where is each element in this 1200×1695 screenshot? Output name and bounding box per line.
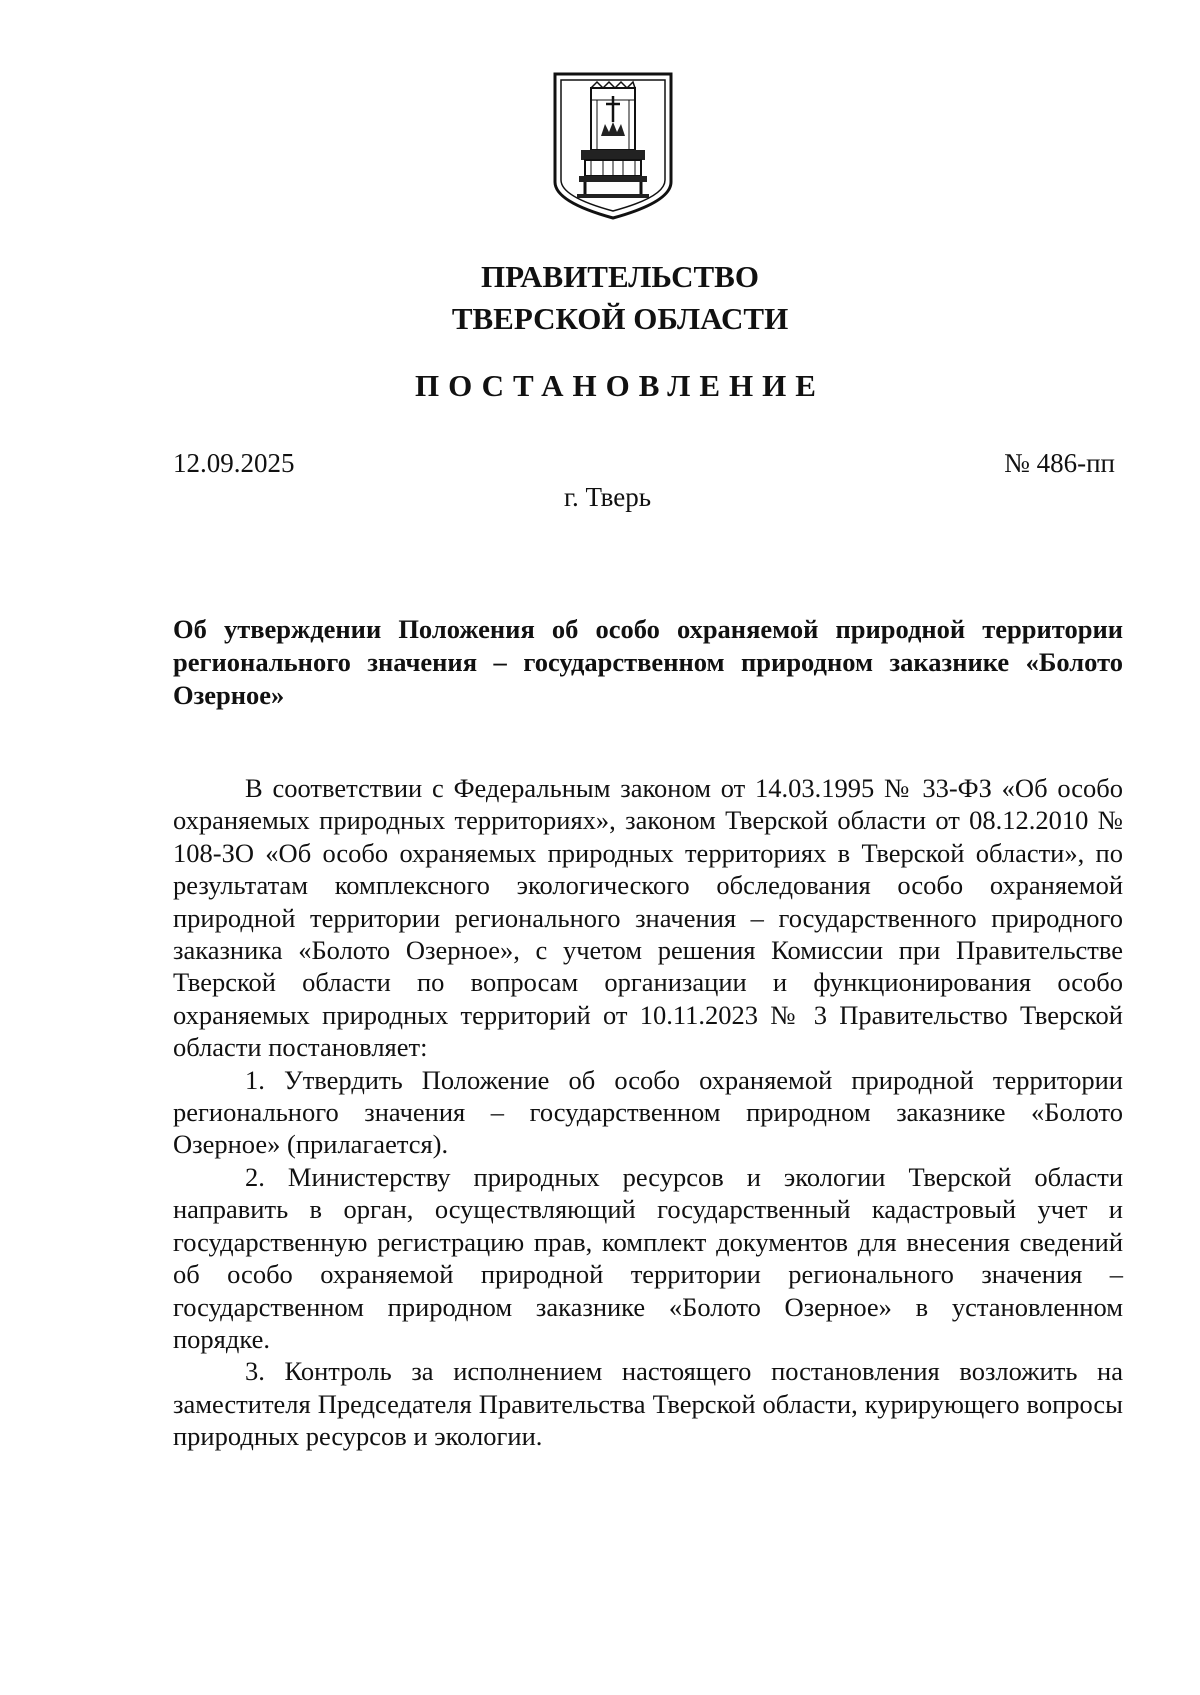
document-type: ПОСТАНОВЛЕНИЕ bbox=[415, 368, 825, 403]
item-2-paragraph: 2. Министерству природных ресурсов и экологии Тверской области направить в орган, осуществляющий государственный кадастровый учет и государственную регистрацию прав, комплект документов для внесения сведений об особо охраняемой природной территории регионального значения – государственном природном заказнике «Болото Озерное» в установленном порядке. bbox=[173, 1161, 1123, 1354]
document-date: 12.09.2025 bbox=[173, 448, 295, 478]
issuing-authority bbox=[0, 256, 1200, 340]
authority-line-1: ПРАВИТЕЛЬСТВО bbox=[481, 259, 759, 294]
document-number: № 486-пп bbox=[1004, 448, 1115, 478]
preamble-paragraph: В соответствии с Федеральным законом от 14.03.1995 № 33-ФЗ «Об особо охраняемых природных территориях», законом Тверской области от 08.12.2010 № 108-ЗО «Об особо охраняемых природных территориях в Тверской области», по результатам комплексного экологического обследования особо охраняемой природной территории регионального значения – государственного природного заказника «Болото Озерное», с учетом решения Комиссии при Правительстве Тверской области по вопросам организации и функционирования особо охраняемых природных территорий от 10.11.2023 № 3 Правительство Тверской области постановляет: bbox=[173, 773, 1123, 1063]
authority-line-2: ТВЕРСКОЙ ОБЛАСТИ bbox=[451, 301, 789, 336]
item-3-paragraph: 3. Контроль за исполнением настоящего постановления возложить на заместителя Председателя Правительства Тверской области, курирующего вопросы природных ресурсов и экологии. bbox=[173, 1356, 1123, 1452]
document-title: Об утверждении Положения об особо охраняемой природной территории регионального значения – государственном природном заказнике «Болото Озерное» bbox=[173, 614, 1123, 710]
item-1-paragraph: 1. Утвердить Положение об особо охраняемой природной территории регионального значения – государственном природном заказнике «Болото Озерное» (прилагается). bbox=[173, 1064, 1123, 1160]
document-city: г. Тверь bbox=[563, 482, 652, 512]
document-body bbox=[173, 772, 1123, 1453]
coat-of-arms-icon bbox=[551, 70, 675, 220]
